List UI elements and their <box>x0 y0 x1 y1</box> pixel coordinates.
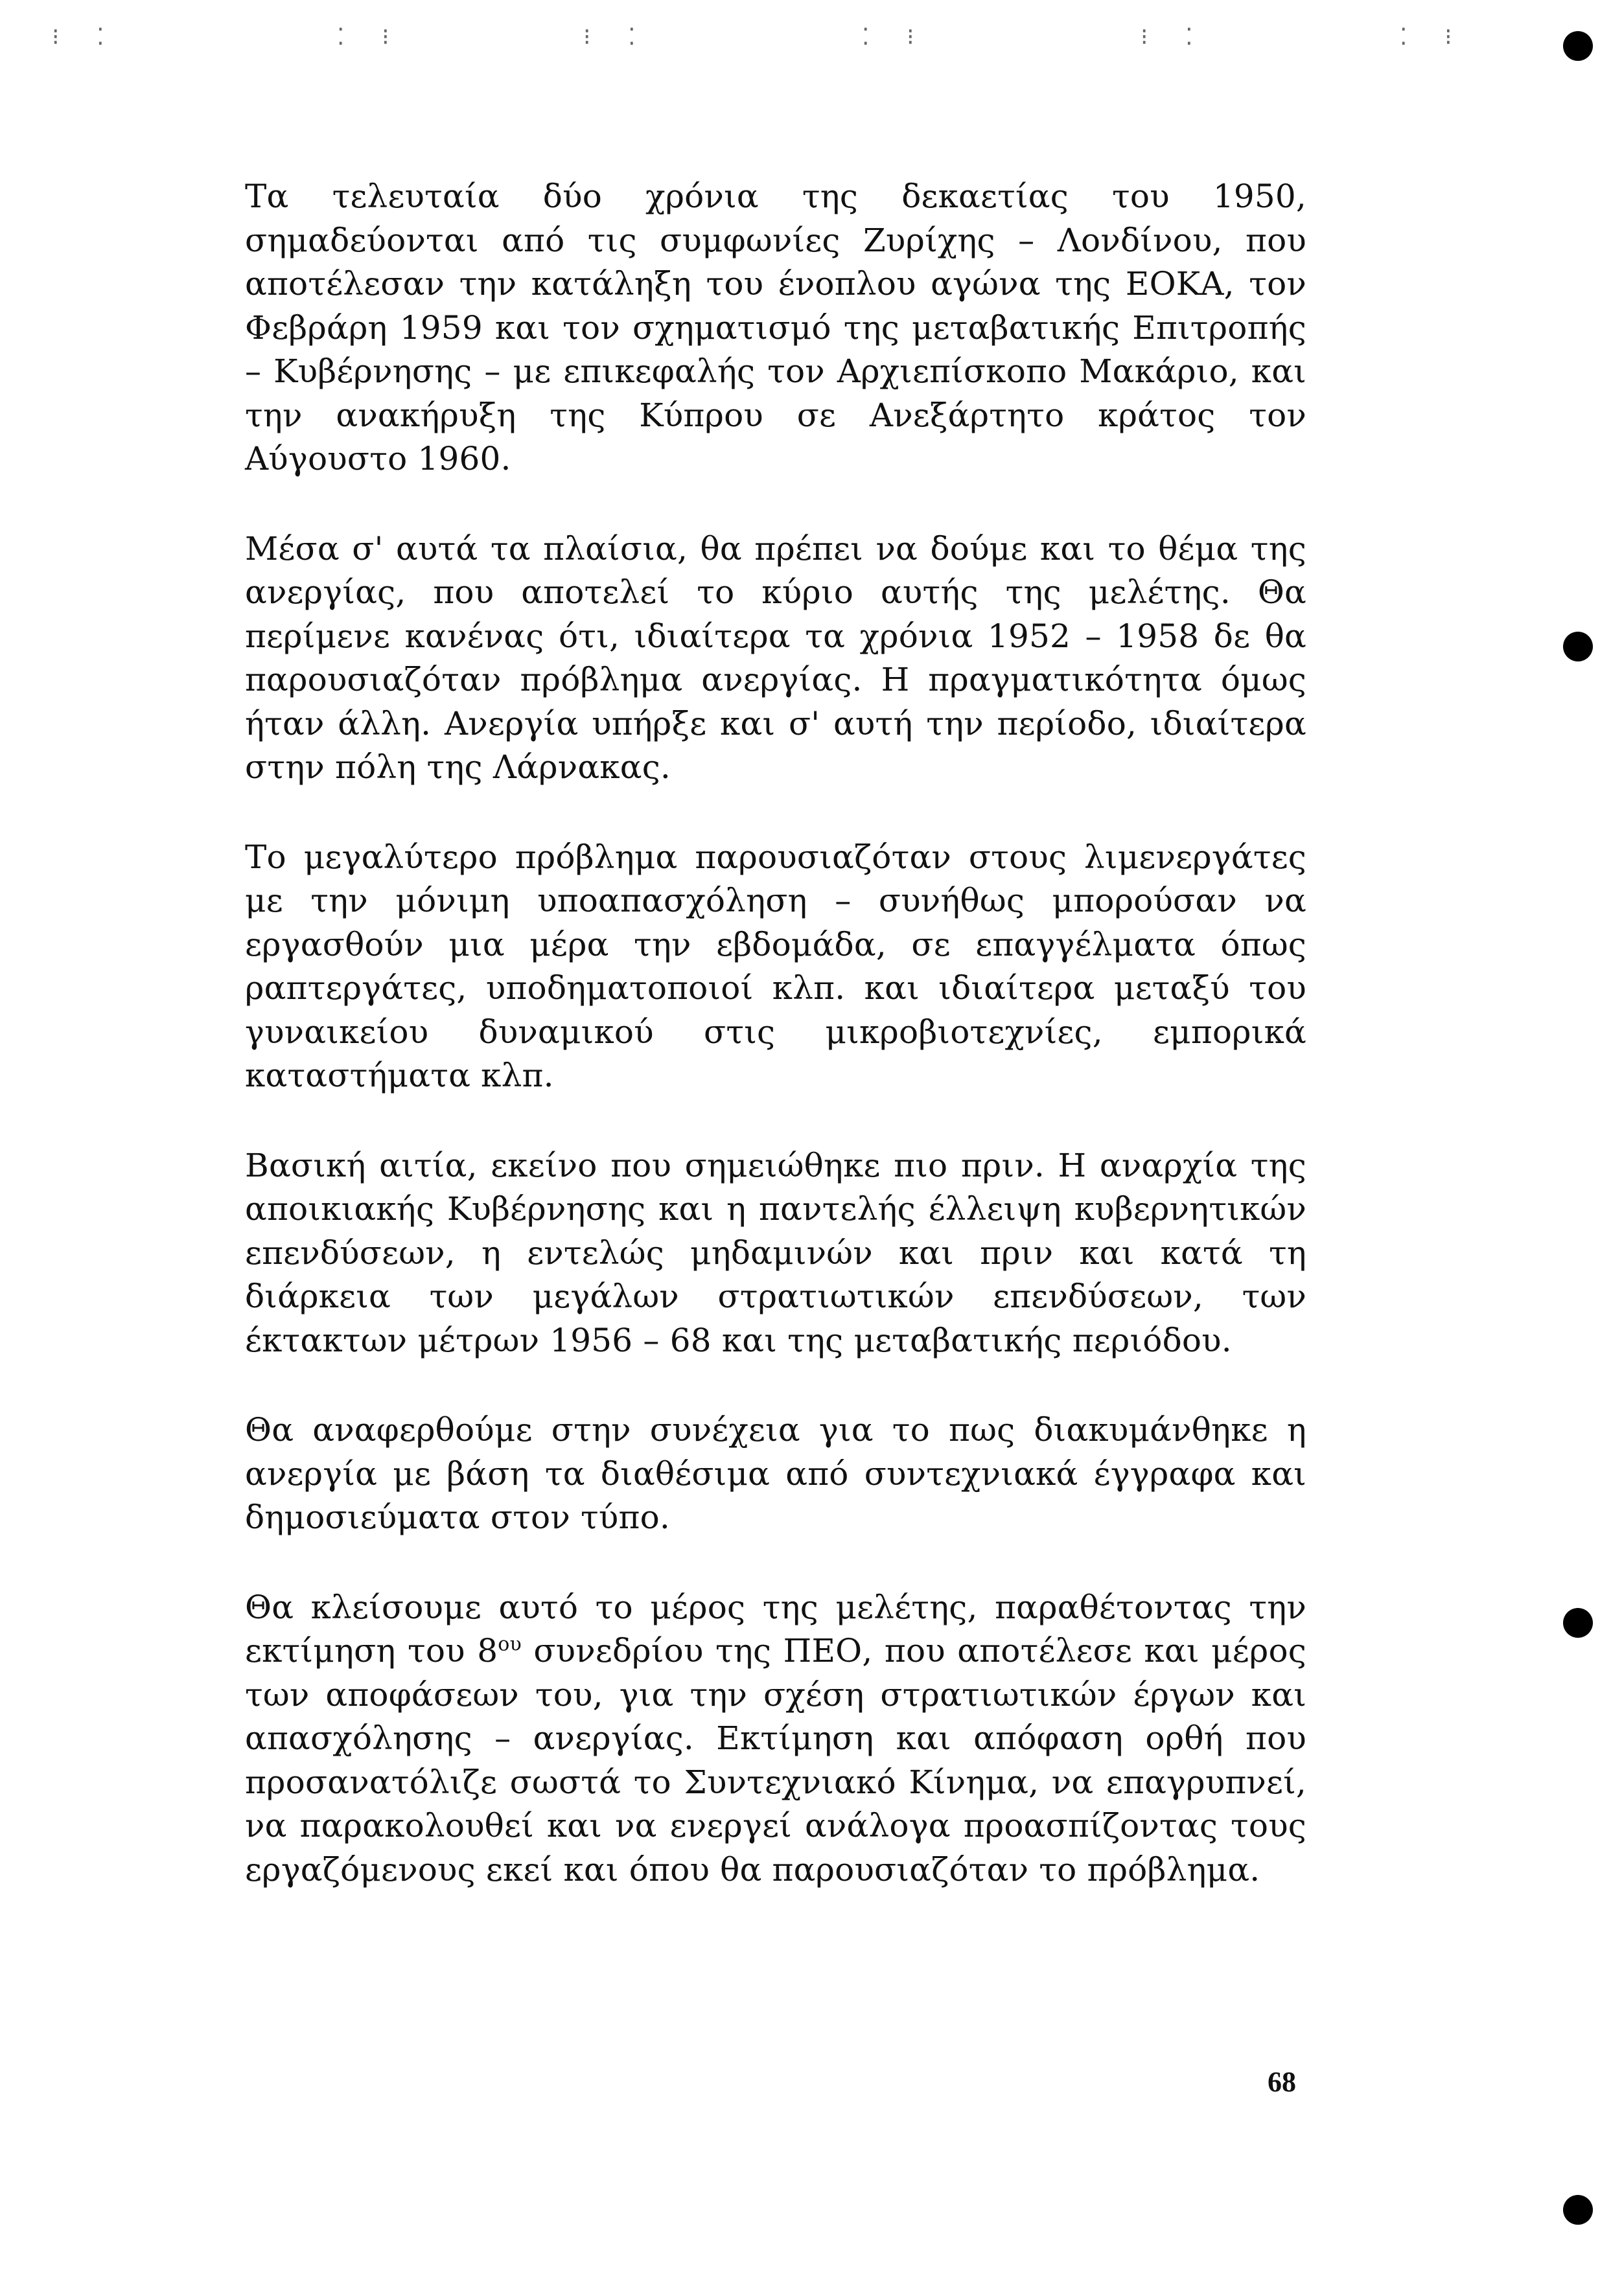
scan-specks: ⁚ ⁝ <box>337 24 401 51</box>
ordinal-suffix: ου <box>498 1633 522 1656</box>
paragraph-1: Τα τελευταία δύο χρόνια της δεκαετίας του 1950, σημαδεύονται από τις συμφωνίες Ζυρίχης – Λονδίνου, που αποτέλεσαν την κατάληξη του ένοπλου αγώνα της ΕΟΚΑ, τον Φεβράρη 1959 και τον σχηματισμό της μεταβατικής Επιτροπής – Κυβέρνησης – με επικεφαλής τον Αρχιεπίσκοπο Μακάριο, και την ανακήρυξη της Κύπρου σε Ανεξάρτητο κράτος τον Αύγουστο 1960. <box>245 178 1306 477</box>
punch-hole <box>1563 1608 1593 1638</box>
scan-specks: ⁝ ⁚ <box>52 24 116 51</box>
paragraph-2: Μέσα σ' αυτά τα πλαίσια, θα πρέπει να δούμε και το θέμα της ανεργίας, που αποτελεί το κύριο αυτής της μελέτης. Θα περίμενε κανένας ότι, ιδιαίτερα τα χρόνια 1952 – 1958 δε θα παρουσιαζόταν πρόβλημα ανεργίας. Η πραγματικότητα όμως ήταν άλλη. Ανεργία υπήρξε και σ' αυτή την περίοδο, ιδιαίτερα στην πόλη της Λάρνακας. <box>245 529 1306 786</box>
punch-hole <box>1563 2195 1593 2225</box>
scan-specks: ⁚ ⁝ <box>862 24 926 51</box>
paragraph-6-end: συνεδρίου της ΠΕΟ, που αποτέλεσε και μέρος των αποφάσεων του, για την σχέση στρατιωτικών έργων και απασχόλησης – ανεργίας. Εκτίμηση και απόφαση ορθή που προσανατόλιζε σωστά το Συντεχνιακό Κίνημα, να επαγρυπνεί, να παρακολουθεί και να ενεργεί ανάλογα προασπίζοντας τους εργαζόμενους εκεί και όπου θα παρουσιαζόταν το πρόβλημα. <box>245 1632 1306 1888</box>
scan-specks: ⁝ ⁚ <box>1141 24 1205 51</box>
punch-hole <box>1563 31 1593 61</box>
paragraph-3: Το μεγαλύτερο πρόβλημα παρουσιαζόταν στους λιμενεργάτες με την μόνιμη υποαπασχόληση – συνήθως μπορούσαν να εργασθούν μια μέρα την εβδομάδα, σε επαγγέλματα όπως ραπτεργάτες, υποδηματοποιοί κλπ. και ιδιαίτερα μεταξύ του γυναικείου δυναμικού στις μικροβιοτεχνίες, εμπορικά καταστήματα κλπ. <box>245 838 1306 1094</box>
paragraph-4: Βασική αιτία, εκείνο που σημειώθηκε πιο πριν. Η αναρχία της αποικιακής Κυβέρνησης και η παντελής έλλειψη κυβερνητικών επενδύσεων, η εντελώς μηδαμινών και πριν και κατά τη διάρκεια των μεγάλων στρατιωτικών επενδύσεων, των έκτακτων μέτρων 1956 – 68 και της μεταβατικής περιόδου. <box>245 1146 1306 1359</box>
punch-hole <box>1563 632 1593 661</box>
paragraph-5: Θα αναφερθούμε στην συνέχεια για το πως διακυμάνθηκε η ανεργία με βάση τα διαθέσιμα από συντεχνιακά έγγραφα και δημοσιεύματα στον τύπο. <box>245 1411 1306 1536</box>
body-text <box>245 175 1306 1892</box>
paragraph-6 <box>245 1586 1306 1892</box>
paragraph-6-start: Θα κλείσουμε αυτό το μέρος της μελέτης, παραθέτοντας την εκτίμηση του 8 <box>245 1588 1306 1670</box>
scan-specks: ⁝ ⁚ <box>583 24 647 51</box>
scan-specks: ⁚ ⁝ <box>1400 24 1464 51</box>
page-number: 68 <box>1268 2066 1296 2098</box>
